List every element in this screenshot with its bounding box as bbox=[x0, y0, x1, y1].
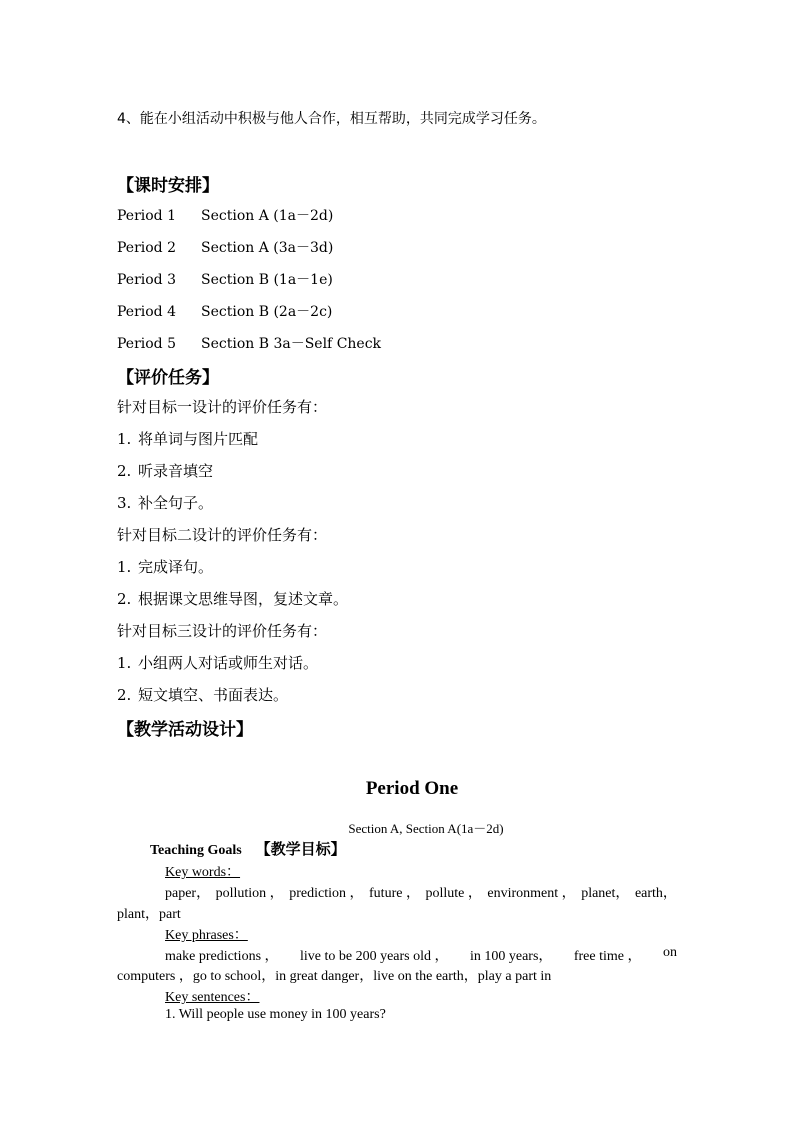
item-text: 根据课文思维导图，复述文章。 bbox=[138, 590, 349, 608]
eval-group-intro: 针对目标二设计的评价任务有： bbox=[117, 526, 328, 544]
item-number: 1. bbox=[117, 654, 132, 672]
period-section: Section B 3a－Self Check bbox=[201, 336, 382, 352]
activity-heading: 【教学活动设计】 bbox=[117, 720, 253, 740]
key-word: pollution ， bbox=[215, 886, 284, 901]
schedule-row bbox=[117, 301, 332, 321]
key-phrase: free time ， bbox=[573, 949, 642, 964]
schedule-row bbox=[117, 333, 381, 353]
item-number: 3. bbox=[117, 494, 132, 512]
key-phrases-label: Key phrases： bbox=[165, 928, 248, 943]
item-number: 2. bbox=[117, 686, 132, 704]
eval-item bbox=[117, 428, 258, 449]
key-word: pollute ， bbox=[425, 886, 482, 901]
eval-item bbox=[117, 684, 288, 705]
item-text: 完成译句。 bbox=[138, 558, 214, 576]
item-text: 短文填空、书面表达。 bbox=[138, 686, 289, 704]
item-number: 1. bbox=[117, 430, 132, 448]
period-one-title: Period One bbox=[365, 778, 459, 799]
eval-group-intro: 针对目标三设计的评价任务有： bbox=[117, 622, 328, 640]
key-phrases-line bbox=[165, 945, 677, 965]
period-section: Section A (1a－2d) bbox=[201, 208, 334, 224]
key-phrase: on bbox=[662, 945, 677, 960]
eval-item bbox=[117, 492, 213, 513]
item-text: 将单词与图片匹配 bbox=[138, 430, 259, 448]
key-word: future ， bbox=[369, 886, 420, 901]
goal-4-text: 4、能在小组活动中积极与他人合作，相互帮助，共同完成学习任务。 bbox=[117, 111, 546, 127]
schedule-heading: 【课时安排】 bbox=[117, 176, 219, 196]
key-phrases-line: computers ，go to school，in great danger，live on the earth，play a part in bbox=[117, 969, 552, 984]
key-words-line: plant，part bbox=[117, 907, 181, 922]
item-number: 2. bbox=[117, 462, 132, 480]
period-label: Period 3 bbox=[117, 272, 176, 288]
eval-item bbox=[117, 588, 348, 609]
eval-group-intro: 针对目标一设计的评价任务有： bbox=[117, 398, 328, 416]
goals-label-cn: 【教学目标】 bbox=[255, 840, 346, 858]
period-section: Section B (2a－2c) bbox=[201, 304, 333, 320]
key-phrase: live to be 200 years old ， bbox=[299, 949, 449, 964]
key-word: environment ， bbox=[487, 886, 576, 901]
schedule-row bbox=[117, 237, 333, 257]
evaluation-heading: 【评价任务】 bbox=[117, 368, 219, 388]
period-label: Period 1 bbox=[117, 208, 176, 224]
period-section: Section B (1a－1e) bbox=[201, 272, 333, 288]
period-label: Period 5 bbox=[117, 336, 176, 352]
item-number: 1. bbox=[117, 558, 132, 576]
key-sentences-label: Key sentences： bbox=[165, 990, 260, 1005]
period-section: Section A (3a－3d) bbox=[201, 240, 334, 256]
item-number: 2. bbox=[117, 590, 132, 608]
period-one-subtitle: Section A, Section A(1a－2d) bbox=[348, 821, 504, 836]
eval-item bbox=[117, 460, 213, 481]
eval-item bbox=[117, 556, 213, 577]
item-text: 小组两人对话或师生对话。 bbox=[138, 654, 319, 672]
period-label: Period 2 bbox=[117, 240, 176, 256]
key-phrase: in 100 years， bbox=[469, 949, 553, 964]
key-word: planet， bbox=[581, 886, 630, 901]
teaching-goals-heading bbox=[150, 838, 346, 859]
key-word: prediction ， bbox=[289, 886, 364, 901]
item-text: 补全句子。 bbox=[138, 494, 214, 512]
schedule-row bbox=[117, 269, 333, 289]
eval-item bbox=[117, 652, 318, 673]
key-words-label: Key words： bbox=[165, 865, 241, 880]
period-label: Period 4 bbox=[117, 304, 176, 320]
key-word: paper， bbox=[165, 886, 211, 901]
item-text: 听录音填空 bbox=[138, 462, 214, 480]
key-words-line bbox=[165, 882, 677, 902]
key-word: earth， bbox=[634, 886, 677, 901]
key-phrase: make predictions ， bbox=[165, 949, 279, 964]
schedule-row bbox=[117, 205, 333, 225]
key-sentence: 1. Will people use money in 100 years? bbox=[165, 1007, 386, 1022]
goals-label-en: Teaching Goals bbox=[150, 843, 242, 858]
